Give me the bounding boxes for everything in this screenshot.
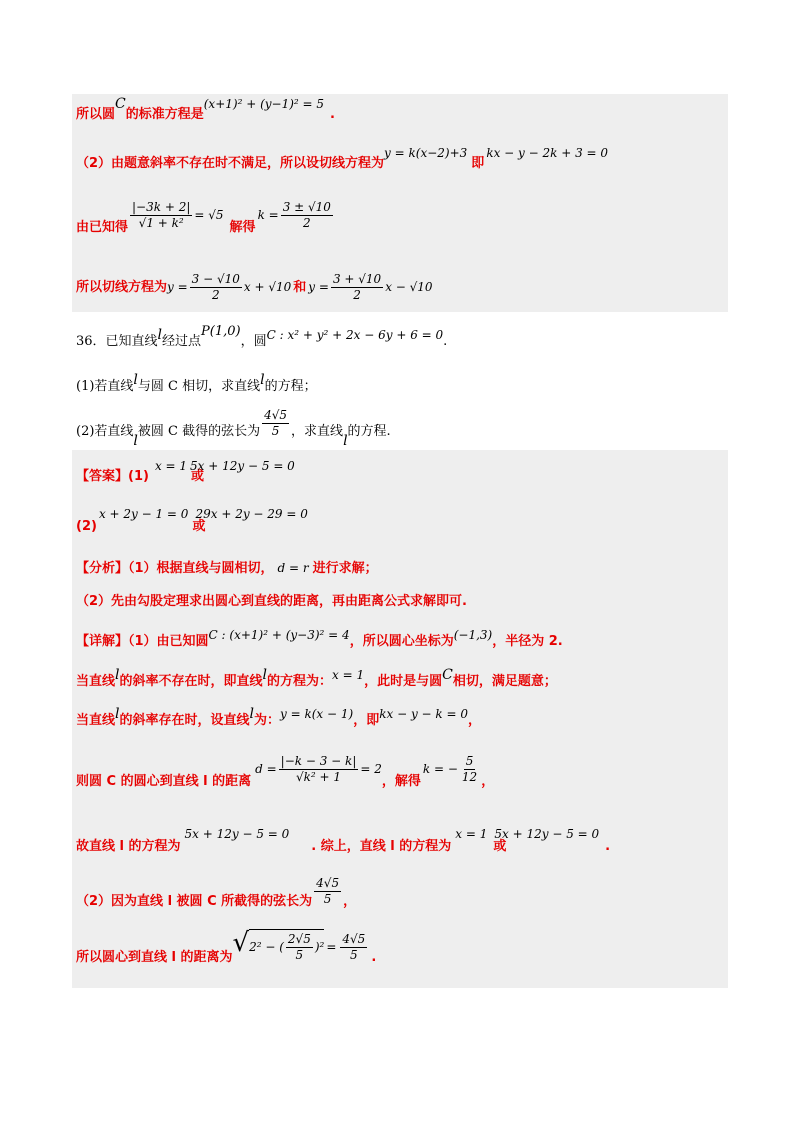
math-k-frac xyxy=(281,200,333,231)
math-l: l xyxy=(262,667,267,683)
math: 29x + 2y − 29 = 0 xyxy=(195,507,308,521)
text: (2) xyxy=(76,519,97,534)
math: = xyxy=(326,940,337,954)
math-k: k = xyxy=(257,208,279,222)
math-circle: C : x² + y² + 2x − 6y + 6 = 0 xyxy=(266,328,444,342)
math-inner-frac xyxy=(286,932,313,963)
text: ， xyxy=(468,713,482,728)
math: kx − y − k = 0 xyxy=(379,707,468,721)
text: （2）因为直线 l 被圆 C 所截得的弦长为 xyxy=(76,894,313,909)
text: 进行求解； xyxy=(312,561,378,576)
math-term: x − √10 xyxy=(385,280,433,294)
text: 【详解】（1）由已知圆 xyxy=(76,634,209,649)
text: 当直线 xyxy=(76,713,116,728)
numerator: 4√5 xyxy=(316,876,340,890)
text: 由已知得 xyxy=(76,220,129,235)
math-l: l xyxy=(249,706,254,722)
text: (2)若直线 xyxy=(76,424,134,439)
sqrt-sign: √ xyxy=(232,928,250,958)
detail-line-3 xyxy=(76,706,482,728)
math: C : (x+1)² + (y−3)² = 4 xyxy=(208,628,350,642)
math: d = xyxy=(255,762,277,776)
math: (−1,3) xyxy=(453,628,493,642)
text: 所以圆心到直线 l 的距离为 xyxy=(76,950,233,965)
question-36-stem xyxy=(76,324,448,349)
numerator: 4√5 xyxy=(264,408,288,422)
math-y: y = xyxy=(167,280,188,294)
text: 为： xyxy=(254,713,281,728)
text: 或 xyxy=(191,469,205,484)
known-condition-line xyxy=(76,200,335,235)
text: 解得 xyxy=(229,220,256,235)
math: x = 1 xyxy=(332,668,365,682)
math: x = 1 xyxy=(455,827,488,841)
answer-part2 xyxy=(76,507,308,534)
text: ， xyxy=(481,774,495,789)
math-result-frac xyxy=(340,932,367,963)
numerator: 4√5 xyxy=(342,932,366,946)
denominator: 2 xyxy=(211,288,220,302)
detail-line-6 xyxy=(76,876,356,907)
text: ，半径为 2. xyxy=(492,634,563,649)
numerator: 3 + √10 xyxy=(332,272,382,286)
math: y = k(x − 1) xyxy=(280,707,354,721)
numerator: 2√5 xyxy=(287,932,311,946)
text: ， xyxy=(343,894,357,909)
text: 则圆 C 的圆心到直线 l 的距离 xyxy=(76,774,252,789)
math-l: l xyxy=(115,706,120,722)
math-term: x + √10 xyxy=(243,280,292,294)
text: ，解得 xyxy=(381,774,421,789)
text: 当直线 xyxy=(76,674,116,689)
math-y: y = xyxy=(308,280,329,294)
text: ，圆 xyxy=(240,334,267,349)
math-l: l xyxy=(133,433,138,449)
text: 相切，满足题意； xyxy=(452,674,557,689)
text: ，求直线 xyxy=(291,424,344,439)
sqrt-radicand xyxy=(249,929,324,963)
denominator: 5 xyxy=(323,892,332,906)
numerator: 3 − √10 xyxy=(191,272,240,286)
math: x + 2y − 1 = 0 xyxy=(98,507,189,521)
math: d = r xyxy=(277,561,309,575)
answer-part1 xyxy=(76,459,295,484)
denominator: 5 xyxy=(350,948,358,962)
detail-line-7 xyxy=(76,928,376,963)
text: ，即 xyxy=(353,713,380,728)
math-l: l xyxy=(115,667,120,683)
text: 与圆 C 相切，求直线 xyxy=(137,379,261,394)
text: 的方程. xyxy=(347,424,391,439)
text: . xyxy=(443,334,448,349)
math-tangent-eq2: kx − y − 2k + 3 = 0 xyxy=(486,146,609,160)
text: . xyxy=(605,839,611,854)
text: ，此时是与圆 xyxy=(364,674,443,689)
math-frac-2 xyxy=(331,272,383,303)
denominator: 12 xyxy=(461,770,478,784)
question-36-part2 xyxy=(76,408,391,449)
text: 故直线 l 的方程为 xyxy=(76,839,181,854)
analysis-line-2 xyxy=(76,590,467,609)
text: . xyxy=(371,950,377,965)
math: 2² − ( xyxy=(249,940,284,954)
text: （2）先由勾股定理求出圆心到直线的距离，再由距离公式求解即可. xyxy=(76,594,467,609)
math-chord-frac xyxy=(314,876,341,907)
math-point: P(1,0) xyxy=(201,324,241,339)
math-tangent-eq: y = k(x−2)+3 xyxy=(384,146,468,160)
numerator: 3 ± √10 xyxy=(282,200,331,214)
text: 所以圆 xyxy=(76,107,116,122)
math: 5x + 12y − 5 = 0 xyxy=(184,827,290,841)
math-chord-frac xyxy=(262,408,289,439)
math: 5x + 12y − 5 = 0 xyxy=(190,459,295,473)
math-C: C xyxy=(442,667,453,683)
question-36-part1 xyxy=(76,372,317,394)
detail-line-5 xyxy=(76,827,611,854)
numerator: |−3k + 2| xyxy=(132,200,191,214)
math-C: C xyxy=(115,96,126,112)
text: 被圆 C 截得的弦长为 xyxy=(137,424,261,439)
standard-equation-line xyxy=(76,96,335,122)
denominator: 2 xyxy=(353,288,361,302)
text: 的方程； xyxy=(264,379,317,394)
detail-line-4 xyxy=(76,754,495,789)
text: 36．已知直线 xyxy=(76,334,158,349)
text: . 综上，直线 l 的方程为 xyxy=(311,839,452,854)
numerator: |−k − 3 − k| xyxy=(280,754,357,768)
text: 或 xyxy=(192,519,206,534)
math-l: l xyxy=(133,372,138,388)
math: = 2 xyxy=(360,762,382,776)
text: 即 xyxy=(471,156,485,171)
analysis-line-1 xyxy=(76,557,378,576)
text: 的标准方程是 xyxy=(125,107,204,122)
text: (1)若直线 xyxy=(76,379,134,394)
math-k-frac xyxy=(460,754,479,785)
math-l: l xyxy=(343,433,348,449)
math: 5x + 12y − 5 = 0 xyxy=(494,827,600,841)
text: 和 xyxy=(293,280,307,295)
numerator: 5 xyxy=(465,754,474,768)
math-l: l xyxy=(260,372,265,388)
text: 【答案】(1) xyxy=(76,469,149,484)
math-frac-1 xyxy=(190,272,242,303)
text: . xyxy=(330,107,335,122)
denominator: 5 xyxy=(295,948,304,962)
denominator: √1 + k² xyxy=(138,216,184,230)
denominator: √k² + 1 xyxy=(295,770,342,784)
text: 的斜率存在时，设直线 xyxy=(119,713,250,728)
math-l: l xyxy=(157,327,163,343)
text: 的斜率不存在时，即直线 xyxy=(119,674,263,689)
math-circle-eq: (x+1)² + (y−1)² = 5 xyxy=(203,97,325,111)
text: 的方程为： xyxy=(267,674,333,689)
math: x = 1 xyxy=(154,459,188,473)
math: )² xyxy=(314,940,325,954)
math-rhs: = √5 xyxy=(194,208,224,222)
denominator: 5 xyxy=(271,424,280,438)
text: 经过点 xyxy=(162,334,202,349)
text: ，所以圆心坐标为 xyxy=(349,634,454,649)
math: k = − xyxy=(422,762,458,776)
tangent-result-line xyxy=(76,272,433,303)
text: 所以切线方程为 xyxy=(76,280,168,295)
text: 【分析】（1）根据直线与圆相切， xyxy=(76,561,274,576)
detail-line-2 xyxy=(76,667,557,689)
text: 或 xyxy=(493,839,507,854)
detail-line-1 xyxy=(76,630,563,649)
denominator: 2 xyxy=(303,216,311,230)
text: （2）由题意斜率不存在时不满足，所以设切线方程为 xyxy=(76,156,385,171)
math-distance-frac xyxy=(279,754,359,785)
tangent-assumption-line xyxy=(76,146,609,171)
math-distance-frac xyxy=(130,200,192,231)
